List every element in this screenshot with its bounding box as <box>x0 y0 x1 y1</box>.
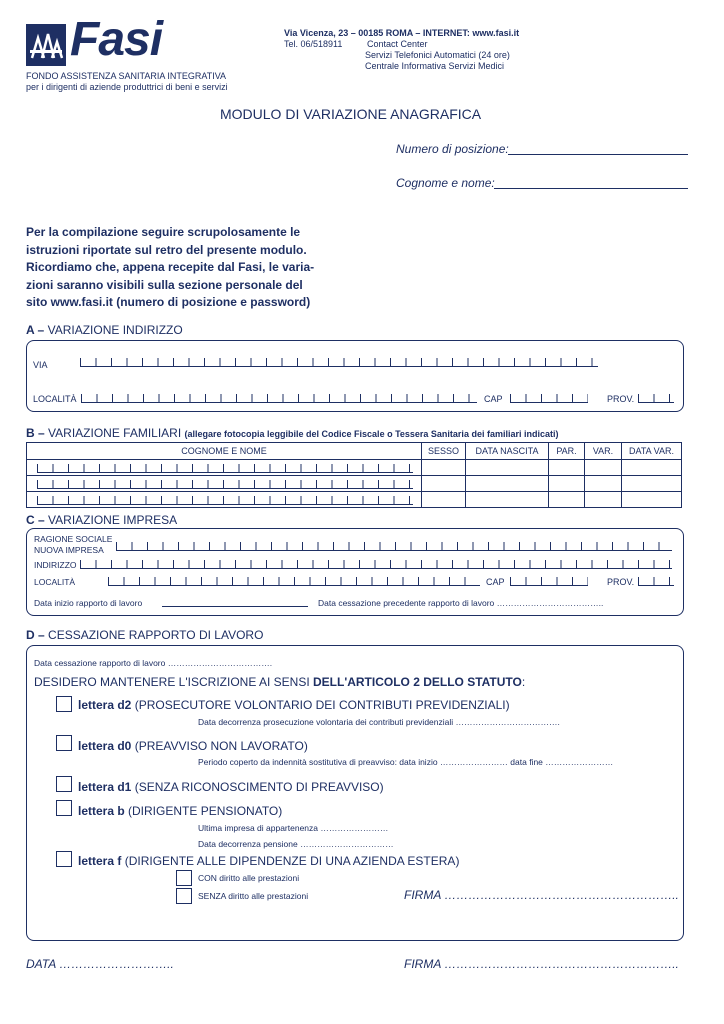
f-label: lettera f <box>78 854 122 868</box>
data-inizio-label: Data inizio rapporto di lavoro <box>34 598 143 608</box>
cell[interactable] <box>422 476 466 492</box>
data-inizio-field[interactable] <box>162 606 308 607</box>
b-sub1: Ultima impresa di appartenenza …………………… <box>198 823 389 833</box>
ragione-sociale-field[interactable] <box>116 540 672 551</box>
header-tel: Tel. 06/518911 <box>284 39 343 49</box>
table-row[interactable] <box>27 492 682 508</box>
localita-c-label: LOCALITÀ <box>34 577 76 587</box>
ragione-label2: NUOVA IMPRESA <box>34 545 104 555</box>
section-a-letter: A – <box>26 323 45 337</box>
numero-posizione-field[interactable] <box>508 154 688 155</box>
indirizzo-impresa-field[interactable] <box>80 558 672 569</box>
data-cessazione-d: Data cessazione rapporto di lavoro ………………………………. <box>34 658 273 668</box>
table-header-row <box>27 443 682 460</box>
header-contact2: Servizi Telefonici Automatici (24 ore) <box>365 50 510 60</box>
col-data-var: DATA VAR. <box>622 443 682 460</box>
checkbox-d2[interactable] <box>56 696 72 712</box>
via-field[interactable] <box>80 356 598 367</box>
checkbox-senza[interactable] <box>176 888 192 904</box>
header-address: Via Vicenza, 23 – 00185 ROMA – INTERNET: www.fasi.it <box>284 28 520 38</box>
cell[interactable] <box>422 460 466 476</box>
section-a-title <box>26 323 183 337</box>
localita-impresa-field[interactable] <box>108 575 480 586</box>
cell[interactable] <box>622 476 682 492</box>
footer-firma[interactable]: FIRMA ………………………………………………….. <box>404 957 679 971</box>
cell-cognome[interactable] <box>27 460 422 476</box>
header-contact3: Centrale Informativa Servizi Medici <box>365 61 505 71</box>
cell[interactable] <box>466 476 549 492</box>
section-d-letter: D – <box>26 628 45 642</box>
b-label: lettera b <box>78 804 125 818</box>
section-b-letter: B – <box>26 426 45 440</box>
table-row[interactable] <box>27 476 682 492</box>
prov-impresa-field[interactable] <box>638 575 674 586</box>
localita-label: LOCALITÀ <box>33 394 77 404</box>
table-row[interactable] <box>27 460 682 476</box>
section-b-note: (allegare fotocopia leggibile del Codice Fiscale o Tessera Sanitaria dei familiari indicati) <box>184 429 559 439</box>
f-option <box>78 854 459 868</box>
con-label: CON diritto alle prestazioni <box>198 873 300 883</box>
d2-sub: Data decorrenza prosecuzione volontaria dei contributi previdenziali ………………………………. <box>198 717 560 727</box>
data-cessazione-precedente: Data cessazione precedente rapporto di lavoro ……………………………….. <box>318 598 604 608</box>
senza-label: SENZA diritto alle prestazioni <box>198 891 309 901</box>
cap-impresa-field[interactable] <box>510 575 588 586</box>
d1-text: (SENZA RICONOSCIMENTO DI PREAVVISO) <box>131 780 384 794</box>
org-line2: per i dirigenti di aziende produttrici di beni e servizi <box>26 82 228 92</box>
header-contact1: Contact Center <box>367 39 428 49</box>
cell[interactable] <box>422 492 466 508</box>
b-text: (DIRIGENTE PENSIONATO) <box>124 804 283 818</box>
d1-label: lettera d1 <box>78 780 132 794</box>
d0-sub: Periodo coperto da indennità sostitutiva di preavviso: data inizio …………………… data fine …………………… <box>198 757 614 767</box>
checkbox-f[interactable] <box>56 851 72 867</box>
cap-c-label: CAP <box>486 577 505 587</box>
d1-option <box>78 780 384 794</box>
cell[interactable] <box>585 476 622 492</box>
b-option <box>78 804 282 818</box>
intro-line: Ricordiamo che, appena recepite dal Fasi, le varia- <box>26 260 315 274</box>
col-cognome: COGNOME E NOME <box>27 443 422 460</box>
d0-text: (PREAVVISO NON LAVORATO) <box>131 739 308 753</box>
cell[interactable] <box>622 492 682 508</box>
section-b-title <box>26 426 558 440</box>
familiari-table <box>26 442 682 508</box>
cell[interactable] <box>549 460 585 476</box>
cell[interactable] <box>585 460 622 476</box>
fasi-logo <box>26 13 166 68</box>
cell[interactable] <box>585 492 622 508</box>
localita-field[interactable] <box>81 392 477 403</box>
section-c-title <box>26 513 177 527</box>
ragione-label1: RAGIONE SOCIALE <box>34 534 113 544</box>
cap-label: CAP <box>484 394 503 404</box>
d0-option <box>78 739 308 753</box>
cell[interactable] <box>622 460 682 476</box>
desidero-a: DESIDERO MANTENERE L'ISCRIZIONE AI SENSI <box>34 675 314 689</box>
d0-label: lettera d0 <box>78 739 132 753</box>
indirizzo-label: INDIRIZZO <box>34 560 77 570</box>
cell[interactable] <box>466 460 549 476</box>
checkbox-d0[interactable] <box>56 735 72 751</box>
section-c-heading: VARIAZIONE IMPRESA <box>48 513 178 527</box>
page-title: MODULO DI VARIAZIONE ANAGRAFICA <box>220 106 482 122</box>
org-line1: FONDO ASSISTENZA SANITARIA INTEGRATIVA <box>26 71 227 81</box>
section-d-title <box>26 628 263 642</box>
section-b-heading: VARIAZIONE FAMILIARI <box>48 426 182 440</box>
cell-cognome[interactable] <box>27 492 422 508</box>
section-c-letter: C – <box>26 513 45 527</box>
intro-line: Per la compilazione seguire scrupolosamente le <box>26 225 301 239</box>
col-data-nascita: DATA NASCITA <box>466 443 549 460</box>
col-par: PAR. <box>549 443 585 460</box>
desidero-c: : <box>521 675 526 689</box>
intro-text <box>26 224 326 312</box>
intro-line: zioni saranno visibili sulla sezione personale del <box>26 277 303 292</box>
d2-text: (PROSECUTORE VOLONTARIO DEI CONTRIBUTI PREVIDENZIALI) <box>131 698 510 712</box>
prov-c-label: PROV. <box>607 577 635 587</box>
intro-line: sito www.fasi.it (numero di posizione e password) <box>26 295 311 309</box>
d2-option <box>78 698 510 712</box>
cell[interactable] <box>549 476 585 492</box>
footer-data[interactable]: DATA ……………………….. <box>26 957 174 971</box>
intro-line: istruzioni riportate sul retro del presente modulo. <box>26 242 307 257</box>
checkbox-d1[interactable] <box>56 776 72 792</box>
desidero-b: DELL'ARTICOLO 2 DELLO STATUTO <box>313 675 522 689</box>
cap-field[interactable] <box>510 392 588 403</box>
logo-text: Fasi <box>70 13 163 66</box>
f-text: (DIRIGENTE ALLE DIPENDENZE DI UNA AZIENDA ESTERA) <box>121 854 460 868</box>
prov-label: PROV. <box>607 394 635 404</box>
cognome-nome-label: Cognome e nome: <box>396 176 495 190</box>
b-sub2: Data decorrenza pensione …………………………… <box>198 839 394 849</box>
desidero-text <box>34 675 525 689</box>
col-var: VAR. <box>585 443 622 460</box>
cognome-nome-field[interactable] <box>494 188 688 189</box>
col-sesso: SESSO <box>422 443 466 460</box>
d2-label: lettera d2 <box>78 698 132 712</box>
firma-inner[interactable]: FIRMA ………………………………………………….. <box>404 888 679 902</box>
cell[interactable] <box>549 492 585 508</box>
numero-posizione-label: Numero di posizione: <box>396 142 509 156</box>
cell-cognome[interactable] <box>27 476 422 492</box>
section-a-heading: VARIAZIONE INDIRIZZO <box>47 323 183 337</box>
prov-field[interactable] <box>638 392 674 403</box>
section-d-heading: CESSAZIONE RAPPORTO DI LAVORO <box>48 628 264 642</box>
via-label: VIA <box>33 360 48 370</box>
checkbox-con[interactable] <box>176 870 192 886</box>
checkbox-b[interactable] <box>56 800 72 816</box>
cell[interactable] <box>466 492 549 508</box>
